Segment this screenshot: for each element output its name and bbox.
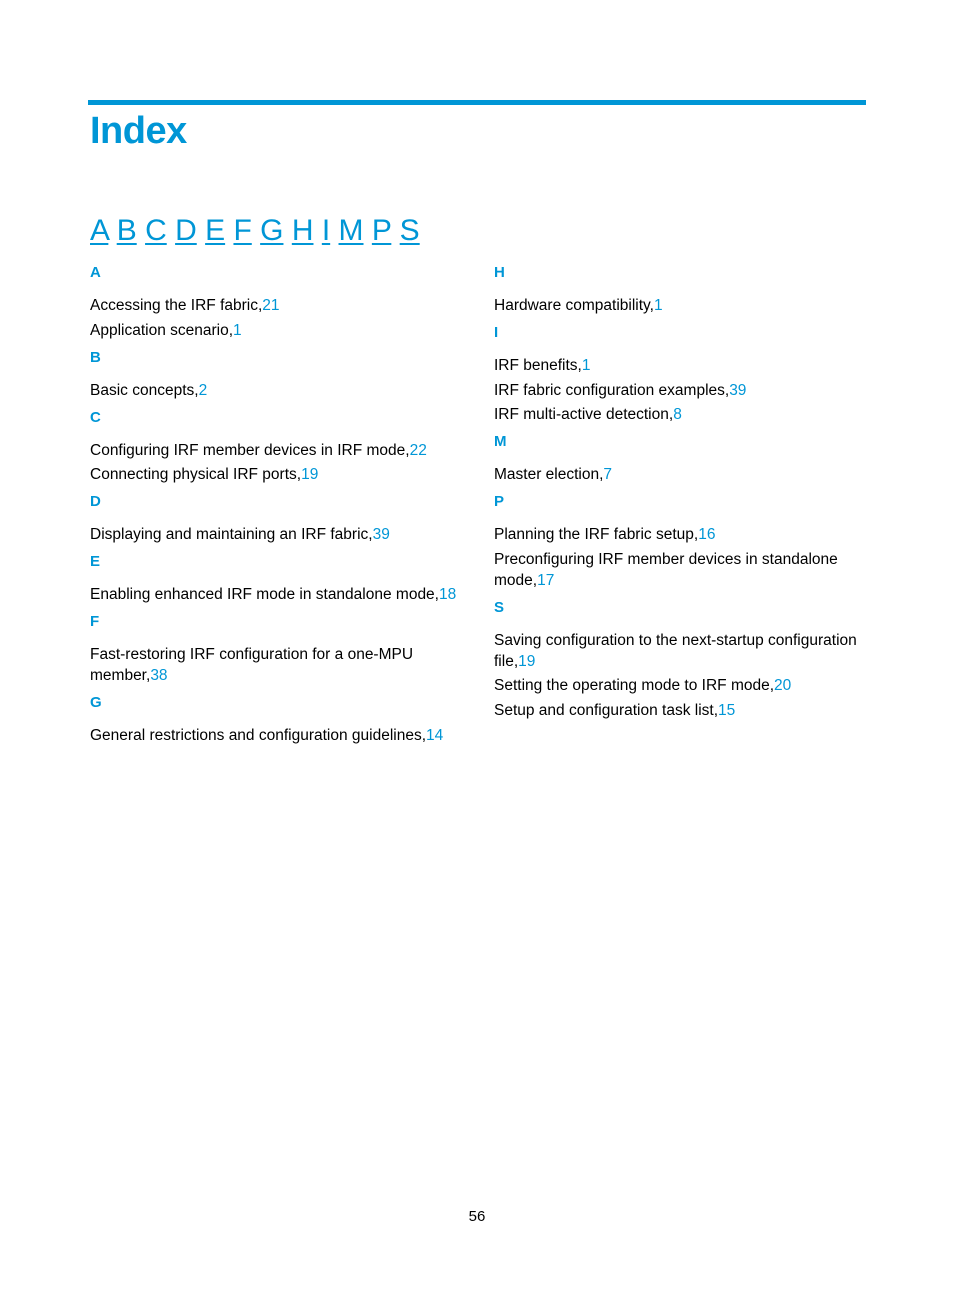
index-entry	[90, 295, 462, 316]
section-letter: D	[90, 493, 101, 510]
index-entry	[494, 464, 866, 485]
entry-text: Enabling enhanced IRF mode in standalone mode,	[90, 586, 439, 603]
index-section	[90, 263, 462, 341]
section-letter: F	[90, 613, 100, 630]
entry-page-link[interactable]: 19	[301, 466, 319, 483]
index-section	[494, 432, 866, 485]
entry-text: Planning the IRF fabric setup,	[494, 526, 699, 543]
letter-link-10[interactable]: P	[371, 214, 392, 247]
entry-text: IRF fabric configuration examples,	[494, 381, 730, 399]
index-entry	[90, 380, 462, 401]
entry-page-link[interactable]: 14	[426, 727, 444, 744]
index-entry	[494, 295, 866, 316]
entry-page-link[interactable]: 38	[150, 667, 168, 684]
entry-page-link[interactable]: 8	[673, 406, 682, 423]
letter-link-6[interactable]: G	[260, 214, 284, 247]
index-entry	[494, 404, 866, 425]
index-entry	[494, 355, 866, 376]
section-letter: I	[494, 324, 499, 341]
letter-nav	[90, 214, 420, 248]
entry-text: IRF benefits,	[494, 357, 582, 374]
letter-link-9[interactable]: M	[338, 214, 364, 247]
index-entry	[494, 380, 866, 401]
entry-text: IRF multi-active detection,	[494, 406, 674, 423]
page-number: 56	[468, 1208, 486, 1225]
entry-page-link[interactable]: 39	[372, 526, 390, 543]
index-entry	[494, 549, 866, 591]
entry-page-link[interactable]: 18	[439, 586, 457, 603]
section-letter: E	[90, 553, 101, 570]
letter-link-11[interactable]: S	[399, 214, 420, 247]
entry-text: Connecting physical IRF ports,	[90, 466, 302, 483]
index-section	[90, 693, 462, 746]
letter-link-2[interactable]: C	[145, 214, 167, 247]
index-entries	[494, 295, 866, 316]
letter-link-5[interactable]: F	[233, 214, 252, 247]
entry-page-link[interactable]: 15	[718, 701, 736, 719]
page-title: Index	[90, 110, 187, 152]
entry-text: Setup and configuration task list,	[494, 701, 719, 719]
entry-text: Preconfiguring IRF member devices in standalone mode,	[494, 550, 838, 589]
letter-link-3[interactable]: D	[175, 214, 197, 247]
index-entries	[90, 584, 462, 605]
index-section	[494, 263, 866, 316]
entry-text: Saving configuration to the next-startup configuration file,	[494, 631, 857, 670]
entry-page-link[interactable]: 19	[518, 652, 536, 670]
section-letter: M	[494, 433, 507, 450]
index-entries	[90, 440, 462, 486]
entry-text: General restrictions and configuration guidelines,	[90, 727, 427, 744]
entry-page-link[interactable]: 7	[603, 466, 613, 483]
entry-text: Master election,	[494, 466, 604, 483]
index-entry	[90, 440, 462, 461]
index-entries	[494, 630, 866, 721]
section-letter: G	[90, 694, 102, 711]
index-entries	[90, 725, 462, 746]
section-letter: S	[494, 598, 505, 616]
letter-link-4[interactable]: E	[205, 214, 226, 247]
index-entry	[494, 675, 866, 696]
index-entries	[90, 295, 462, 341]
section-letter: B	[90, 348, 101, 366]
entry-text: Accessing the IRF fabric,	[90, 297, 263, 314]
letter-link-7[interactable]: H	[291, 214, 314, 247]
index-section	[90, 408, 462, 486]
index-entries	[494, 355, 866, 425]
index-entry	[494, 630, 866, 672]
index-section	[494, 323, 866, 425]
index-entry	[494, 700, 866, 721]
entry-page-link[interactable]: 17	[537, 571, 555, 589]
index-entry	[494, 524, 866, 545]
index-entry	[90, 725, 462, 746]
index-column-left	[90, 263, 462, 753]
index-section	[90, 348, 462, 401]
title-rule	[88, 100, 866, 105]
entry-page-link[interactable]: 1	[581, 357, 591, 374]
entry-page-link[interactable]: 2	[198, 381, 208, 399]
index-section	[90, 612, 462, 686]
index-entries	[494, 524, 866, 591]
index-entries	[90, 380, 462, 401]
entry-text: Fast-restoring IRF configuration for a one-MPU member,	[90, 646, 414, 684]
entry-text: Basic concepts,	[90, 381, 199, 399]
letter-link-1[interactable]: B	[116, 214, 137, 247]
entry-page-link[interactable]: 1	[233, 321, 242, 339]
entry-page-link[interactable]: 21	[262, 297, 280, 314]
entry-page-link[interactable]: 39	[729, 381, 747, 399]
section-letter: P	[494, 493, 505, 510]
entry-text: Application scenario,	[90, 321, 234, 339]
entry-text: Configuring IRF member devices in IRF mode,	[90, 441, 410, 459]
index-entries	[494, 464, 866, 485]
index-column-right	[494, 263, 866, 728]
index-section	[90, 492, 462, 545]
entry-page-link[interactable]: 1	[653, 297, 663, 314]
index-entries	[90, 644, 462, 686]
index-entry	[90, 464, 462, 485]
index-entry	[90, 320, 462, 341]
section-letter: C	[90, 408, 101, 426]
index-entry	[90, 644, 462, 686]
entry-page-link[interactable]: 22	[409, 441, 427, 459]
letter-link-0[interactable]: A	[90, 214, 109, 247]
section-letter: A	[90, 264, 101, 281]
index-entries	[90, 524, 462, 545]
index-section	[494, 492, 866, 591]
entry-page-link[interactable]: 16	[698, 526, 716, 543]
index-entry	[90, 584, 462, 605]
entry-text: Setting the operating mode to IRF mode,	[494, 677, 775, 694]
index-section	[494, 598, 866, 721]
index-entry	[90, 524, 462, 545]
entry-text: Hardware compatibility,	[494, 297, 654, 314]
section-letter: H	[494, 264, 505, 281]
index-section	[90, 552, 462, 605]
entry-text: Displaying and maintaining an IRF fabric,	[90, 526, 373, 543]
entry-page-link[interactable]: 20	[774, 677, 792, 694]
letter-link-8[interactable]: I	[321, 214, 331, 247]
